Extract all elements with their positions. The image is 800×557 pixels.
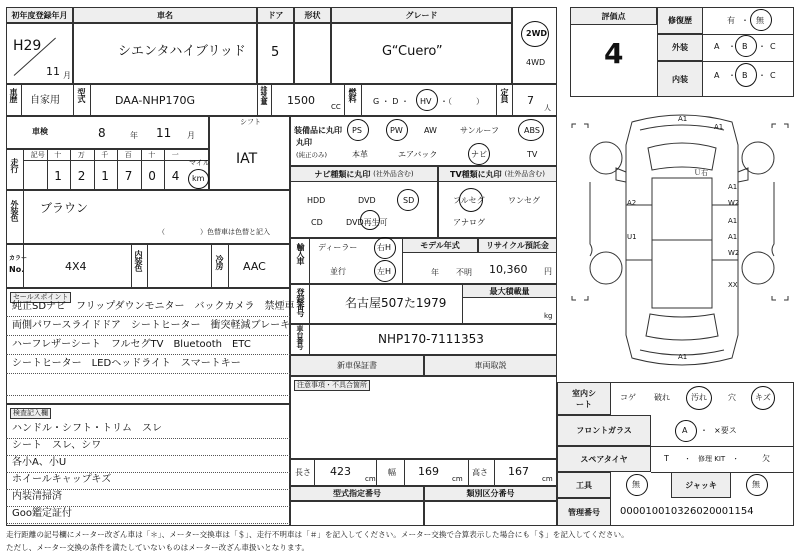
rating-label: 評価点	[601, 11, 626, 21]
jack-value: 無	[752, 480, 760, 489]
recycle-unit: 円	[544, 267, 552, 276]
displacement-unit: CC	[331, 103, 341, 111]
grade-label: グレード	[405, 10, 438, 20]
jack-header	[671, 472, 731, 498]
model-label: 型式	[77, 88, 86, 102]
seat-label: 室内シート	[572, 388, 596, 409]
shape-label: 形状	[304, 10, 321, 20]
mileage-label: 走行	[10, 158, 19, 172]
sales-line: シートヒーター LEDヘッドライト スマートキー	[12, 358, 241, 369]
type-designation-header	[290, 486, 424, 501]
height-label: 高さ	[472, 468, 488, 477]
mileage-digit: 0	[148, 169, 156, 183]
door-header	[257, 7, 294, 23]
navi-dvdplay-circle	[360, 210, 380, 230]
length-label: 長さ	[295, 468, 311, 477]
int-b: B	[742, 71, 748, 80]
mgmt-header	[557, 498, 611, 526]
ext-c: C	[770, 42, 776, 51]
windshield-header	[557, 415, 651, 446]
import-right: 右H	[377, 243, 392, 252]
shape-header	[294, 7, 331, 23]
windshield-label: フロントガラス	[576, 426, 632, 435]
length-unit: cm	[365, 475, 376, 483]
equipment-label-2: 丸印	[296, 138, 312, 147]
ext-a: A	[714, 42, 720, 51]
tools-label: 工具	[576, 480, 592, 490]
length-value: 423	[330, 465, 351, 478]
mgmt-value: 000010010326020001154	[620, 506, 754, 517]
jack-label: ジャッキ	[685, 480, 717, 490]
equip-leather: 本革	[352, 150, 368, 159]
inspector-label: 検査記入欄	[10, 408, 51, 419]
exterior-header	[657, 34, 703, 61]
capacity-label: 定員	[500, 88, 509, 102]
year-month: 11	[46, 65, 60, 78]
model-value: DAA-NHP170G	[115, 94, 196, 107]
inspection-year: 8	[98, 126, 106, 140]
navi-cd: CD	[311, 218, 323, 227]
repair-header	[657, 7, 703, 34]
mileage-unit-label: 記号	[30, 151, 45, 159]
shift-value: IAT	[236, 151, 258, 167]
mileage-unit-label: 十	[54, 151, 62, 159]
door-value: 5	[271, 45, 280, 60]
repair-label: 修復歴	[668, 16, 692, 25]
capacity-value: 7	[527, 94, 534, 107]
navi-sub: (社外品含む)	[373, 170, 414, 178]
navi-dvd-play: DVD再生可	[346, 218, 388, 227]
inspector-line: Goo鑑定証付	[12, 508, 72, 519]
mileage-unit-label: 万	[77, 151, 85, 159]
equip-tv: TV	[527, 150, 538, 159]
notes-label: 注意事項・不具合箇所	[294, 380, 370, 391]
max-load-unit: kg	[544, 312, 553, 320]
windshield-a: A	[682, 426, 688, 435]
navi-sd: SD	[403, 196, 415, 205]
interior-label: 内装	[672, 74, 688, 84]
sales-line: ハーフレザーシート フルセグTV Bluetooth ETC	[12, 339, 251, 350]
mgmt-label: 管理番号	[568, 507, 600, 517]
inspector-line: 各小A、小U	[12, 457, 67, 468]
equip-pw: PW	[390, 126, 403, 135]
inspection-month-unit: 月	[187, 131, 195, 140]
inspection-month: 11	[156, 126, 172, 140]
equipment-sublabel: (純正のみ)	[296, 151, 328, 159]
height-value: 167	[508, 465, 529, 478]
color-value: ブラウン	[40, 201, 89, 215]
int-sep: ・	[728, 71, 736, 80]
displacement-label: 排気量	[260, 86, 268, 104]
sales-label: セールスポイント	[10, 292, 71, 303]
spare-label: スペアタイヤ	[580, 454, 628, 464]
int-c: C	[770, 71, 776, 80]
warranty-header	[290, 355, 424, 376]
max-load-header	[462, 284, 557, 298]
ext-b: B	[742, 42, 748, 51]
spare-repair: ・ 修理 KIT ・	[684, 455, 740, 463]
seat-scratch: キズ	[755, 393, 771, 402]
mark-xx: XX	[728, 281, 738, 289]
sales-line: 純正SDナビ フリップダウンモニター バックカメラ 禁煙車	[12, 301, 295, 312]
tv-sub: (社外品含む)	[504, 170, 545, 178]
mileage-digit: 2	[77, 169, 86, 183]
shift-label: シフト	[240, 118, 261, 126]
color-note: （ ）色替車は色替と記入	[158, 228, 270, 236]
int-a: A	[714, 71, 720, 80]
int-sep2: ・	[758, 71, 766, 80]
exterior-label: 外装	[672, 43, 688, 52]
width-value: 169	[418, 465, 439, 478]
drive-2wd: 2WD	[526, 29, 548, 38]
colorno-label-2: No.	[9, 265, 25, 274]
import-parallel: 並行	[330, 267, 346, 276]
category-label: 車歴	[9, 88, 18, 102]
mileage-unit-label: 百	[124, 151, 132, 159]
manual-header	[424, 355, 557, 376]
fuel-label: 燃料	[348, 88, 357, 102]
registration-value: 名古屋507た1979	[345, 296, 447, 310]
rating-value: 4	[604, 37, 624, 70]
year-reg-label: 初年度登録年月	[11, 10, 68, 20]
spare-header	[557, 446, 651, 472]
grade-value: G“Cuero”	[382, 44, 443, 59]
mileage-digit: 1	[101, 169, 109, 183]
manual-label: 車両取説	[474, 361, 507, 370]
colorno-label: カラー	[9, 255, 28, 262]
mileage-unit-label: 十	[148, 151, 156, 159]
mark-a1-top: A1	[678, 115, 688, 123]
mark-u1: U1	[627, 233, 637, 241]
sales-line: 両側パワースライドドア シートヒーター 衝突軽減ブレーキ	[12, 320, 291, 331]
mark-w2-1: W2	[728, 199, 740, 207]
mark-w2-2: W2	[728, 249, 740, 257]
mark-u-right: Ｕ右	[694, 169, 708, 177]
mark-a1-5: A1	[728, 233, 738, 241]
tv-fullseg: フルセグ	[453, 196, 485, 205]
tv-label: TV種類に丸印	[450, 169, 502, 179]
displacement-value: 1500	[287, 94, 315, 107]
spare-t: T	[664, 454, 669, 463]
repair-no: 無	[756, 16, 764, 25]
recycle-label: リサイクル預託金	[486, 241, 549, 250]
tv-oneseg: ワンセグ	[508, 196, 540, 205]
category-no-cell	[424, 501, 557, 526]
capacity-unit: 人	[544, 104, 551, 112]
mileage-digit: 7	[124, 169, 133, 183]
equip-airbag: エアバック	[398, 150, 438, 159]
width-label: 幅	[388, 468, 396, 477]
model-year-unit: 年	[431, 268, 439, 277]
mileage-unit-label: 千	[101, 151, 109, 159]
mileage-km: km	[192, 174, 205, 183]
navi-hdd: HDD	[307, 196, 326, 205]
mileage-digit: 1	[54, 169, 62, 183]
footer-line2: ただし、メーター交換の条件を満たしていないものはメーター改ざん車扱いとなります。	[6, 543, 310, 552]
ext-sep2: ・	[758, 42, 766, 51]
chassis-label: 車台番号	[296, 325, 304, 349]
equip-abs: ABS	[524, 126, 540, 135]
inspection-label: 車検	[32, 127, 48, 136]
fuel-paren: ・（ ）	[440, 97, 484, 106]
registration-label: 登録番号	[296, 288, 305, 316]
tools-value: 無	[632, 480, 640, 489]
category-no-label: 類別区分番号	[466, 489, 515, 498]
height-unit: cm	[542, 475, 553, 483]
car-diagram	[570, 100, 794, 380]
recycle-header	[478, 238, 557, 253]
mark-a2: A2	[627, 199, 637, 207]
repair-yes: 有	[727, 16, 735, 25]
type-designation-label: 型式指定番号	[333, 489, 381, 498]
seat-yabure: 破れ	[654, 393, 670, 402]
recycle-value: 10,360	[489, 263, 528, 276]
mileage-digit: 4	[171, 169, 180, 183]
windshield-sep: ・	[700, 426, 708, 435]
max-load-label: 最大積載量	[489, 286, 530, 296]
equipment-label: 装備品に丸印	[294, 126, 342, 135]
year-reg-header	[6, 7, 73, 23]
model-year-header	[402, 238, 478, 253]
fuel-hv: HV	[420, 97, 432, 106]
footer-line1: 走行距離の記号欄にメーター改ざん車は「＊」、メーター交換車は「＄」、走行不明車は「＃」を記入してください。メーター交換で合算表示した場合にも「＄」を記入してください。	[6, 530, 629, 539]
equip-sunroof: サンルーフ	[460, 126, 499, 135]
repair-sep: ・	[741, 16, 749, 25]
drive-4wd: 4WD	[526, 58, 546, 67]
windshield-need: ×要ス	[714, 426, 737, 435]
model-year-label: モデル年式	[420, 241, 460, 250]
year-month-unit: 月	[63, 71, 71, 80]
mark-a1-6: A1	[678, 353, 688, 361]
equip-ps: PS	[352, 126, 362, 135]
import-dealer: ディーラー	[318, 243, 358, 252]
ext-sep: ・	[728, 42, 736, 51]
import-label: 輸入車	[296, 243, 305, 264]
category-no-header	[424, 486, 557, 501]
navi-header	[290, 166, 438, 182]
mark-a1-4: A1	[728, 217, 738, 225]
model-year-unknown: 不明	[456, 268, 472, 277]
mileage-unit-label: 一	[171, 151, 179, 159]
mark-a1-2: A1	[714, 123, 724, 131]
shape-cell	[294, 23, 331, 84]
navi-label: ナビ種類に丸印	[314, 169, 371, 179]
inspector-line: シート スレ、シワ	[12, 440, 102, 451]
seat-koge: コゲ	[620, 393, 636, 402]
tv-analog: アナログ	[453, 218, 485, 227]
ac-value: AAC	[243, 260, 266, 273]
tools-header	[557, 472, 611, 498]
warranty-label: 新車保証書	[337, 361, 377, 370]
car-name-label: 車名	[157, 10, 173, 20]
mark-a1-3: A1	[728, 183, 738, 191]
colorno-value: 4X4	[65, 260, 87, 273]
seat-dirt: 汚れ	[691, 393, 707, 402]
mileage-mile: マイル	[189, 159, 210, 167]
inspector-line: ホイールキャップキズ	[12, 474, 112, 485]
interior-color-label: 内装色	[134, 250, 143, 271]
rating-header	[570, 7, 657, 25]
interior-header	[657, 61, 703, 97]
grade-header	[331, 7, 512, 23]
type-designation-cell	[290, 501, 424, 526]
equip-aw: AW	[424, 126, 437, 135]
equip-navi: ナビ	[471, 150, 487, 159]
car-name-value: シエンタハイブリッド	[118, 44, 246, 59]
spare-none: 欠	[762, 454, 770, 463]
chassis-value: NHP170-7111353	[378, 332, 484, 346]
seat-header	[557, 382, 611, 415]
import-left: 左H	[377, 267, 392, 276]
navi-dvd: DVD	[358, 196, 376, 205]
inspector-line: ハンドル・シフト・トリム スレ	[12, 423, 162, 434]
tv-header	[438, 166, 557, 182]
color-label: 外装色	[10, 200, 19, 221]
seat-hole: 穴	[728, 393, 736, 402]
category-value: 自家用	[30, 95, 60, 106]
inspector-line: 内装清掃済	[12, 491, 62, 502]
car-name-header	[73, 7, 257, 23]
ac-label: 冷房	[215, 255, 224, 269]
year-era: H29	[13, 38, 42, 54]
width-unit: cm	[452, 475, 463, 483]
inspection-year-unit: 年	[130, 131, 138, 140]
fuel-options: G ・ D ・	[373, 97, 409, 106]
door-label: ドア	[267, 10, 284, 20]
